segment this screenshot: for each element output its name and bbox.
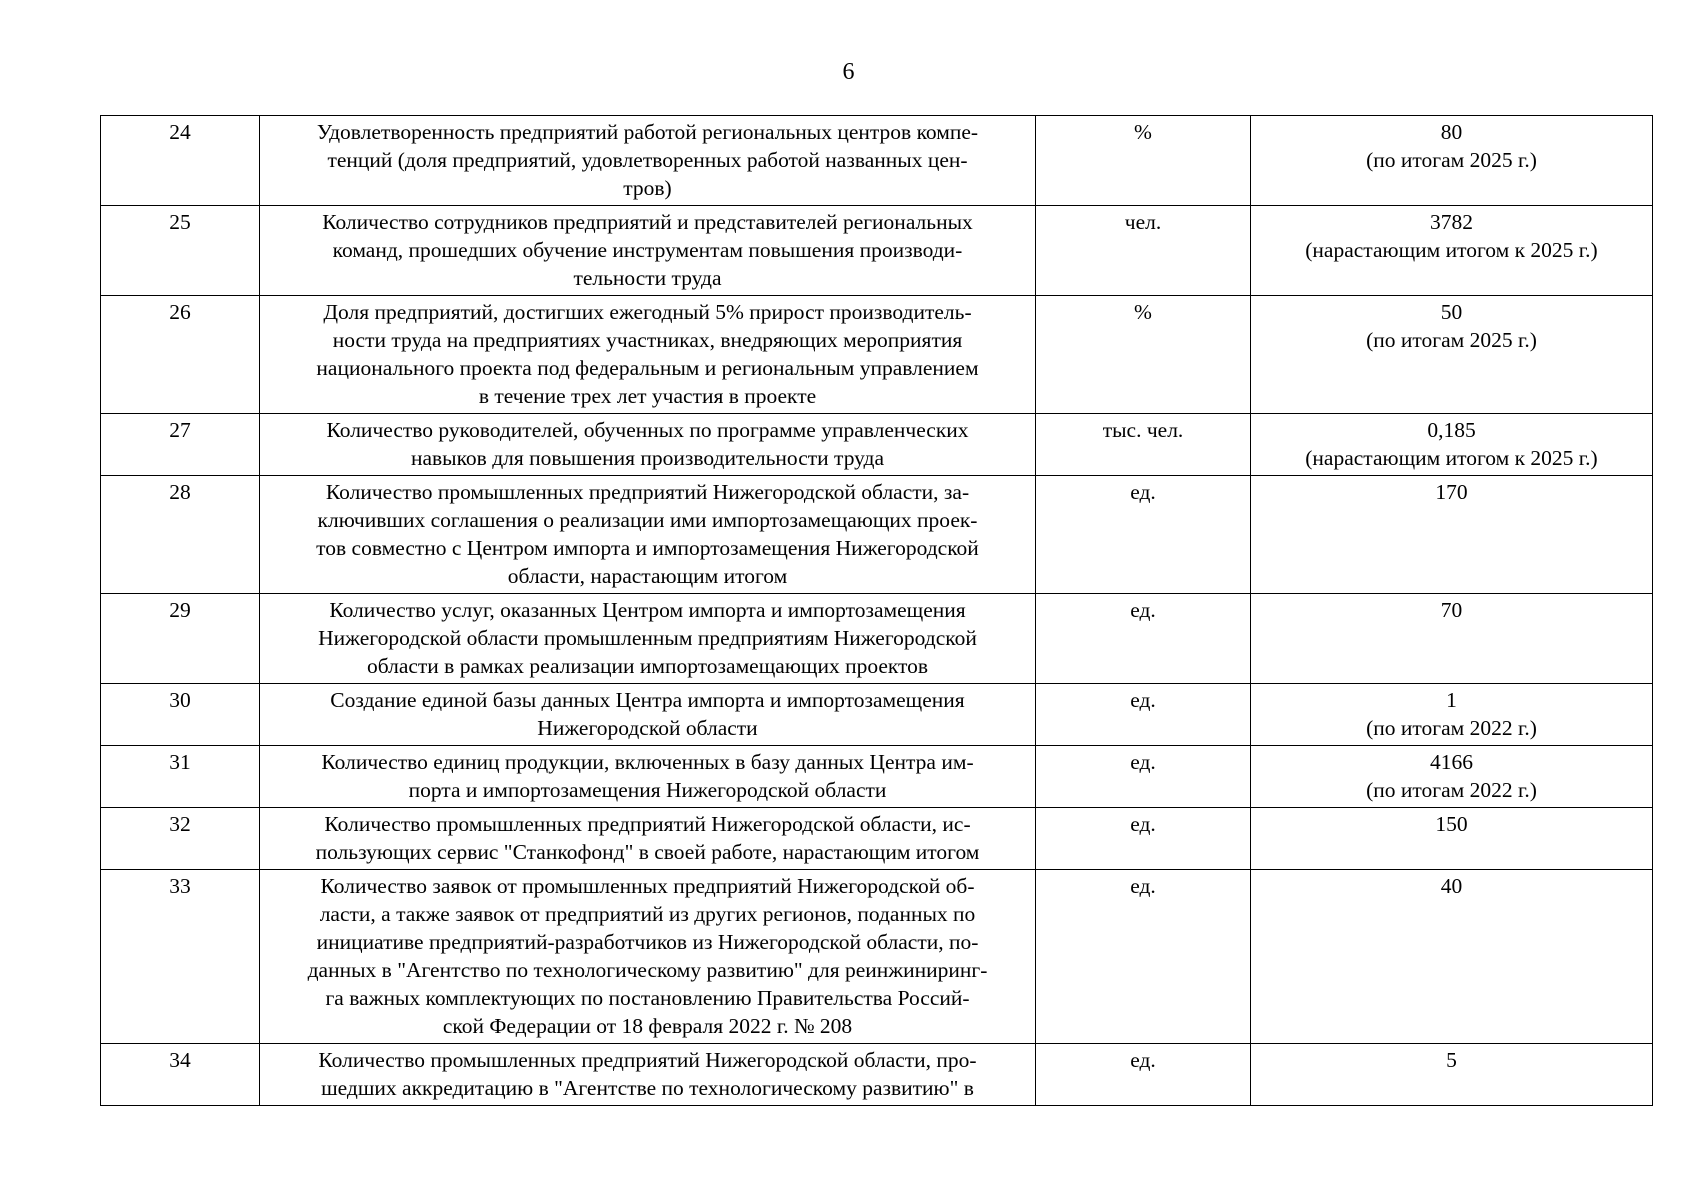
target-value: 150 [1251, 808, 1653, 870]
target-value: 0,185 (нарастающим итогом к 2025 г.) [1251, 414, 1653, 476]
unit: ед. [1036, 476, 1251, 594]
indicator-name: Доля предприятий, достигших ежегодный 5% прирост производитель- ности труда на предприятиях участниках, внедряющих мероприятия национального проекта под федеральным и региональным управлением в течение трех лет участия в проекте [260, 296, 1036, 414]
table-row [101, 1044, 1653, 1106]
unit: ед. [1036, 594, 1251, 684]
unit: ед. [1036, 1044, 1251, 1106]
table-row [101, 206, 1653, 296]
row-number: 31 [101, 746, 260, 808]
table-row [101, 870, 1653, 1044]
unit: % [1036, 296, 1251, 414]
table-row [101, 594, 1653, 684]
row-number: 24 [101, 116, 260, 206]
row-number: 29 [101, 594, 260, 684]
indicator-name: Количество руководителей, обученных по программе управленческих навыков для повышения производительности труда [260, 414, 1036, 476]
table-row [101, 296, 1653, 414]
table-row [101, 414, 1653, 476]
unit: чел. [1036, 206, 1251, 296]
indicator-name: Количество промышленных предприятий Нижегородской области, ис- пользующих сервис "Станкофонд" в своей работе, нарастающим итогом [260, 808, 1036, 870]
target-value: 5 [1251, 1044, 1653, 1106]
unit: ед. [1036, 808, 1251, 870]
target-value: 80 (по итогам 2025 г.) [1251, 116, 1653, 206]
target-value: 3782 (нарастающим итогом к 2025 г.) [1251, 206, 1653, 296]
indicator-name: Удовлетворенность предприятий работой региональных центров компе- тенций (доля предприятий, удовлетворенных работой названных цен- тров) [260, 116, 1036, 206]
unit: % [1036, 116, 1251, 206]
target-value: 40 [1251, 870, 1653, 1044]
row-number: 32 [101, 808, 260, 870]
target-value: 1 (по итогам 2022 г.) [1251, 684, 1653, 746]
table-row [101, 746, 1653, 808]
row-number: 28 [101, 476, 260, 594]
indicator-name: Количество услуг, оказанных Центром импорта и импортозамещения Нижегородской области промышленным предприятиям Нижегородской области в рамках реализации импортозамещающих проектов [260, 594, 1036, 684]
page-number: 6 [842, 59, 855, 85]
row-number: 25 [101, 206, 260, 296]
target-value: 50 (по итогам 2025 г.) [1251, 296, 1653, 414]
unit: ед. [1036, 870, 1251, 1044]
indicator-name: Количество единиц продукции, включенных в базу данных Центра им- порта и импортозамещения Нижегородской области [260, 746, 1036, 808]
row-number: 26 [101, 296, 260, 414]
indicator-name: Создание единой базы данных Центра импорта и импортозамещения Нижегородской области [260, 684, 1036, 746]
unit: ед. [1036, 684, 1251, 746]
target-value: 70 [1251, 594, 1653, 684]
row-number: 34 [101, 1044, 260, 1106]
indicator-name: Количество заявок от промышленных предприятий Нижегородской об- ласти, а также заявок от предприятий из других регионов, поданных по инициативе предприятий-разработчиков из Нижегородской области, по- данных в "Агентство по технологическому развитию" для реинжиниринг- га важных комплектующих по постановлению Правительства Россий- ской Федерации от 18 февраля 2022 г. № 208 [260, 870, 1036, 1044]
row-number: 27 [101, 414, 260, 476]
table-row [101, 808, 1653, 870]
target-value: 4166 (по итогам 2022 г.) [1251, 746, 1653, 808]
target-value: 170 [1251, 476, 1653, 594]
table-row [101, 476, 1653, 594]
table-row [101, 116, 1653, 206]
indicators-table [100, 115, 1653, 1106]
unit: ед. [1036, 746, 1251, 808]
row-number: 33 [101, 870, 260, 1044]
row-number: 30 [101, 684, 260, 746]
indicator-name: Количество сотрудников предприятий и представителей региональных команд, прошедших обучение инструментам повышения производи- тельности труда [260, 206, 1036, 296]
indicator-name: Количество промышленных предприятий Нижегородской области, за- ключивших соглашения о реализации ими импортозамещающих проек- тов совместно с Центром импорта и импортозамещения Нижегородской области, нарастающим итогом [260, 476, 1036, 594]
indicator-name: Количество промышленных предприятий Нижегородской области, про- шедших аккредитацию в "Агентстве по технологическому развитию" в [260, 1044, 1036, 1106]
table-row [101, 684, 1653, 746]
unit: тыс. чел. [1036, 414, 1251, 476]
